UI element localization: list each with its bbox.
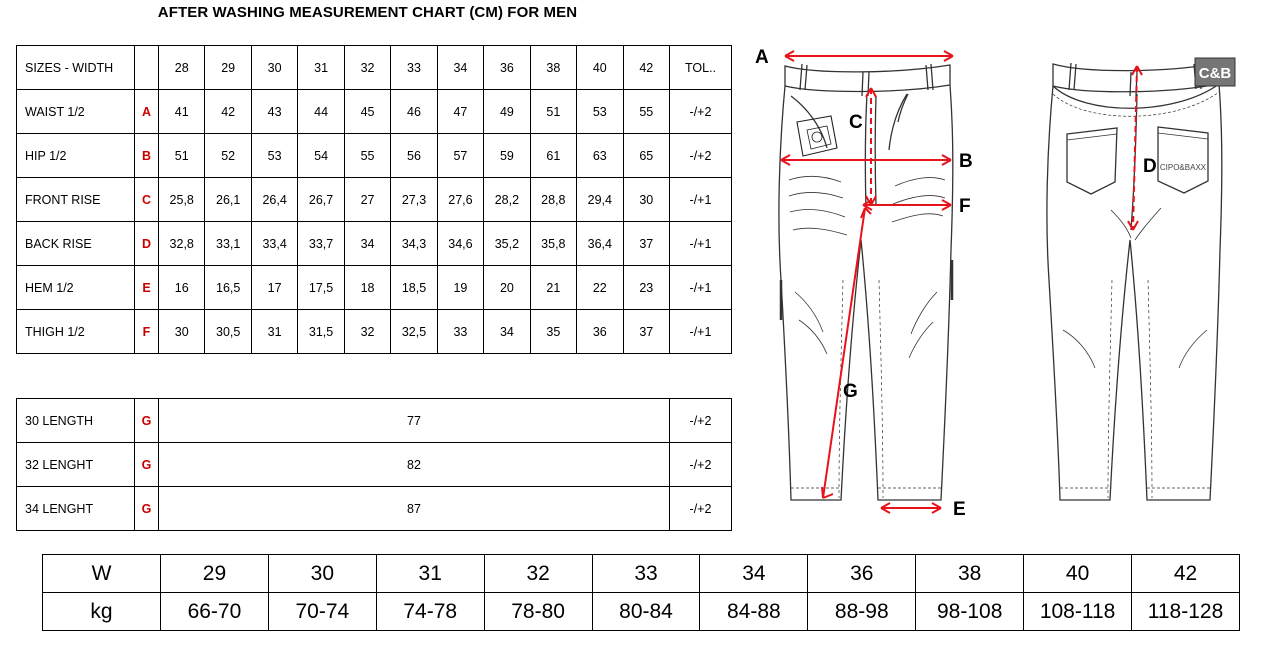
measurement-letter: A [135, 90, 159, 134]
length-value: 82 [159, 443, 670, 487]
weight-value-cell: 70-74 [268, 593, 376, 631]
label-C: C [849, 112, 863, 133]
length-row [17, 443, 732, 487]
length-label: 32 LENGHT [17, 443, 135, 487]
measurement-cell: 34,3 [391, 222, 437, 266]
measurement-cell: 36 [577, 310, 623, 354]
tolerance-cell: -/+1 [670, 178, 732, 222]
measurement-cell: 37 [623, 222, 669, 266]
label-F: F [959, 196, 971, 217]
measurement-cell: 35,8 [530, 222, 576, 266]
length-label: 30 LENGTH [17, 399, 135, 443]
measurement-cell: 19 [437, 266, 483, 310]
weight-size-cell: 33 [592, 555, 700, 593]
size-header-cell: 33 [391, 46, 437, 90]
length-tolerance: -/+2 [670, 487, 732, 531]
table-row [17, 90, 732, 134]
measurement-cell: 30 [623, 178, 669, 222]
measurement-cell: 32,8 [159, 222, 205, 266]
measurement-letter: B [135, 134, 159, 178]
measurement-cell: 20 [484, 266, 530, 310]
measurement-cell: 36,4 [577, 222, 623, 266]
measurement-cell: 45 [344, 90, 390, 134]
label-G: G [843, 381, 858, 402]
measurement-letter: E [135, 266, 159, 310]
length-letter: G [135, 487, 159, 531]
measurement-cell: 16 [159, 266, 205, 310]
measurement-cell: 27,3 [391, 178, 437, 222]
weight-size-cell: 32 [484, 555, 592, 593]
measurement-cell: 32,5 [391, 310, 437, 354]
table-header-row [17, 46, 732, 90]
measurement-cell: 51 [159, 134, 205, 178]
length-letter: G [135, 443, 159, 487]
measurement-cell: 35 [530, 310, 576, 354]
tolerance-cell: -/+2 [670, 90, 732, 134]
weight-size-cell: 31 [376, 555, 484, 593]
table-row [17, 310, 732, 354]
measurement-cell: 65 [623, 134, 669, 178]
tolerance-cell: -/+1 [670, 266, 732, 310]
label-A: A [755, 47, 769, 68]
measurement-cell: 55 [623, 90, 669, 134]
measurement-label: THIGH 1/2 [17, 310, 135, 354]
weight-value-cell: 74-78 [376, 593, 484, 631]
measurement-label: BACK RISE [17, 222, 135, 266]
length-row [17, 487, 732, 531]
measurement-cell: 31,5 [298, 310, 344, 354]
length-table [16, 398, 732, 531]
size-header-cell: 29 [205, 46, 251, 90]
measurement-cell: 55 [344, 134, 390, 178]
weight-size-cell: 42 [1132, 555, 1240, 593]
measurement-cell: 31 [251, 310, 297, 354]
label-E: E [953, 499, 966, 520]
measurement-cell: 33,1 [205, 222, 251, 266]
jeans-front-illustration [745, 30, 1000, 530]
size-header-cell: 36 [484, 46, 530, 90]
tolerance-cell: -/+1 [670, 310, 732, 354]
measurement-cell: 33,7 [298, 222, 344, 266]
weight-value-cell: 108-118 [1024, 593, 1132, 631]
size-header-cell: 30 [251, 46, 297, 90]
weight-value-cell: 88-98 [808, 593, 916, 631]
weight-size-cell: 34 [700, 555, 808, 593]
measurement-cell: 17 [251, 266, 297, 310]
measurement-cell: 53 [251, 134, 297, 178]
measurement-cell: 32 [344, 310, 390, 354]
measurement-cell: 47 [437, 90, 483, 134]
table-row [17, 178, 732, 222]
size-header-cell: 31 [298, 46, 344, 90]
measurement-cell: 33,4 [251, 222, 297, 266]
measurement-cell: 42 [205, 90, 251, 134]
measurement-table [16, 45, 732, 354]
weight-size-cell: 30 [268, 555, 376, 593]
back-pocket-text: CIPO&BAXX [1159, 163, 1207, 172]
size-header-cell: 42 [623, 46, 669, 90]
label-D: D [1143, 156, 1157, 177]
measurement-letter: F [135, 310, 159, 354]
length-value: 87 [159, 487, 670, 531]
measurement-cell: 18 [344, 266, 390, 310]
weight-value-cell: 118-128 [1132, 593, 1240, 631]
measurement-cell: 25,8 [159, 178, 205, 222]
measurement-cell: 16,5 [205, 266, 251, 310]
length-value: 77 [159, 399, 670, 443]
measurement-cell: 26,4 [251, 178, 297, 222]
measurement-cell: 34 [344, 222, 390, 266]
measurement-cell: 23 [623, 266, 669, 310]
measurement-cell: 56 [391, 134, 437, 178]
measurement-cell: 27,6 [437, 178, 483, 222]
weight-value-cell: 98-108 [916, 593, 1024, 631]
length-row [17, 399, 732, 443]
weight-value-cell: 80-84 [592, 593, 700, 631]
weight-size-cell: 40 [1024, 555, 1132, 593]
measurement-cell: 26,7 [298, 178, 344, 222]
measurement-cell: 28,2 [484, 178, 530, 222]
measurement-cell: 33 [437, 310, 483, 354]
measurement-cell: 30 [159, 310, 205, 354]
weight-value-cell: 78-80 [484, 593, 592, 631]
measurement-cell: 43 [251, 90, 297, 134]
measurement-cell: 53 [577, 90, 623, 134]
weight-size-cell: 38 [916, 555, 1024, 593]
measurement-cell: 49 [484, 90, 530, 134]
weight-size-cell: 36 [808, 555, 916, 593]
weight-table [42, 554, 1240, 631]
size-header-cell: 32 [344, 46, 390, 90]
measurement-cell: 41 [159, 90, 205, 134]
measurement-cell: 34 [484, 310, 530, 354]
brand-patch-icon [1195, 58, 1235, 86]
table-row [17, 266, 732, 310]
size-header-cell: 34 [437, 46, 483, 90]
measurement-letter: D [135, 222, 159, 266]
length-letter: G [135, 399, 159, 443]
measurement-cell: 22 [577, 266, 623, 310]
measurement-cell: 27 [344, 178, 390, 222]
measurement-cell: 44 [298, 90, 344, 134]
jeans-back-illustration [1015, 30, 1265, 530]
measurement-cell: 57 [437, 134, 483, 178]
measurement-cell: 61 [530, 134, 576, 178]
measurement-label: HEM 1/2 [17, 266, 135, 310]
weight-size-cell: 29 [161, 555, 269, 593]
page-title: AFTER WASHING MEASUREMENT CHART (CM) FOR MEN [157, 4, 578, 21]
measurement-cell: 35,2 [484, 222, 530, 266]
measurement-cell: 34,6 [437, 222, 483, 266]
measurement-cell: 29,4 [577, 178, 623, 222]
weight-row-header-kg: kg [43, 593, 161, 631]
weight-value-cell: 84-88 [700, 593, 808, 631]
measurement-label: FRONT RISE [17, 178, 135, 222]
measurement-cell: 28,8 [530, 178, 576, 222]
measurement-cell: 37 [623, 310, 669, 354]
measurement-cell: 26,1 [205, 178, 251, 222]
svg-text:C&B: C&B [1198, 65, 1232, 82]
size-header-cell: 28 [159, 46, 205, 90]
column-header-label: SIZES - WIDTH [17, 46, 135, 90]
length-tolerance: -/+2 [670, 443, 732, 487]
measurement-cell: 51 [530, 90, 576, 134]
measurement-cell: 21 [530, 266, 576, 310]
tolerance-header-cell: TOL.. [670, 46, 732, 90]
label-B: B [959, 151, 973, 172]
measurement-letter: C [135, 178, 159, 222]
tolerance-cell: -/+2 [670, 134, 732, 178]
length-label: 34 LENGHT [17, 487, 135, 531]
measurement-cell: 30,5 [205, 310, 251, 354]
measurement-cell: 18,5 [391, 266, 437, 310]
measurement-cell: 63 [577, 134, 623, 178]
measurement-label: WAIST 1/2 [17, 90, 135, 134]
weight-kg-row [43, 593, 1240, 631]
weight-row-header-w: W [43, 555, 161, 593]
measurement-cell: 52 [205, 134, 251, 178]
length-tolerance: -/+2 [670, 399, 732, 443]
column-header-letter [135, 46, 159, 90]
measurement-cell: 46 [391, 90, 437, 134]
tolerance-cell: -/+1 [670, 222, 732, 266]
table-row [17, 134, 732, 178]
size-header-cell: 38 [530, 46, 576, 90]
weight-value-cell: 66-70 [161, 593, 269, 631]
measurement-label: HIP 1/2 [17, 134, 135, 178]
weight-size-row [43, 555, 1240, 593]
measurement-cell: 17,5 [298, 266, 344, 310]
measurement-cell: 54 [298, 134, 344, 178]
table-row [17, 222, 732, 266]
size-header-cell: 40 [577, 46, 623, 90]
measurement-cell: 59 [484, 134, 530, 178]
